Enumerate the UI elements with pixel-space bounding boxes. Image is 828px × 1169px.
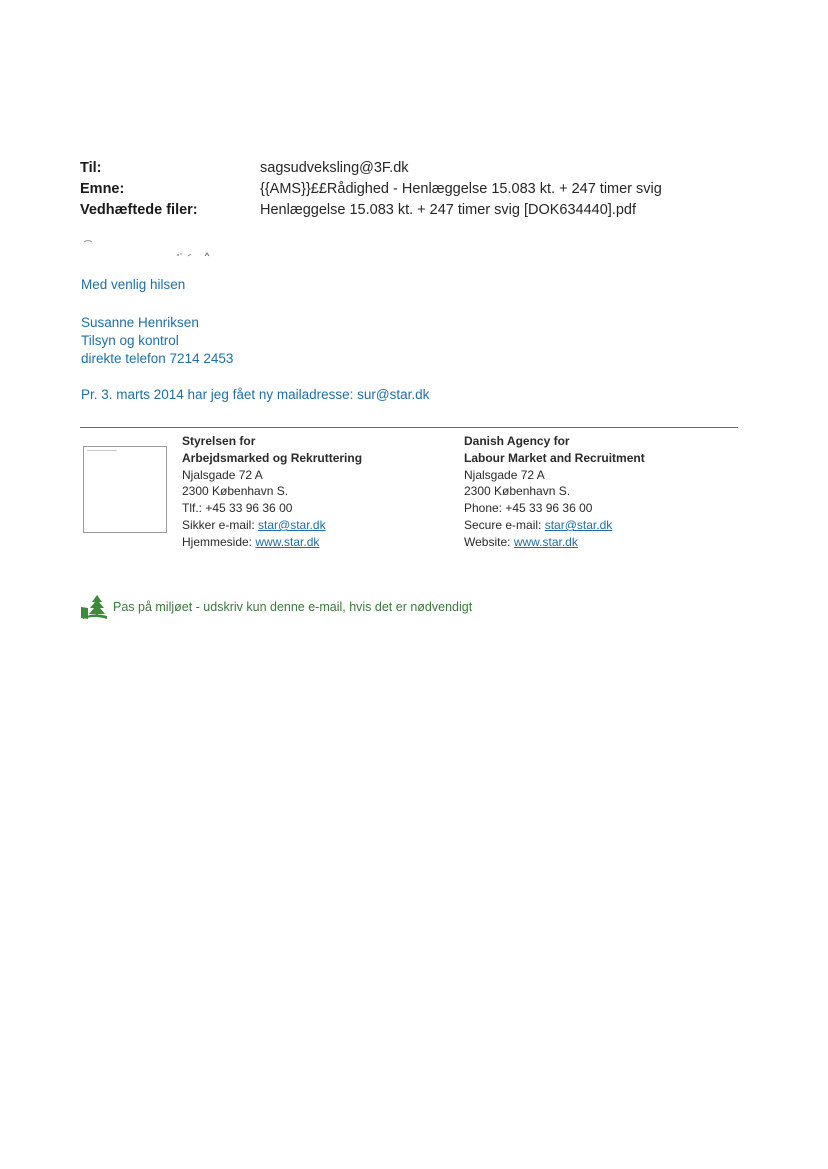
email-header [80,160,720,223]
web-link-en[interactable]: www.star.dk [513,534,578,549]
signature-divider [80,427,738,428]
email-change-notice: Pr. 3. marts 2014 har jeg fået ny mailadresse: sur@star.dk [81,387,430,402]
attachment-filename[interactable]: Henlæggelse 15.083 kt. + 247 timer svig [DOK634440].pdf [260,202,637,218]
org-name-line2-da: Arbejdsmarked og Rekruttering [182,450,363,465]
email-label-en: Secure e-mail: [464,517,542,532]
sender-phone: direkte telefon 7214 2453 [81,351,234,366]
email-link-en[interactable]: star@star.dk [544,517,613,532]
web-line-en [464,534,645,551]
sender-department: Tilsyn og kontrol [81,333,179,348]
phone-en: Phone: +45 33 96 36 00 [464,501,593,516]
closing-greeting: Med venlig hilsen [81,277,186,292]
attachments-label: Vedhæftede filer: [80,202,198,218]
web-label-en: Website: [464,534,511,549]
sender-name: Susanne Henriksen [81,315,199,330]
scan-artifact-marks [82,236,222,260]
subject-label: Emne: [80,181,125,197]
eco-footer [80,594,472,620]
attachments-row [80,202,720,223]
web-label-da: Hjemmeside: [182,534,253,549]
email-label-da: Sikker e-mail: [182,517,255,532]
subject-row [80,181,720,202]
email-line-en [464,517,645,534]
org-name-line1-da: Styrelsen for [182,434,256,448]
city-en: 2300 København S. [464,484,571,499]
tree-icon [80,594,108,620]
address-block-danish [182,433,362,551]
sender-signature [81,314,233,368]
city-da: 2300 København S. [182,484,289,499]
address-block-english [464,433,645,551]
agency-logo-placeholder [83,446,167,533]
email-link-da[interactable]: star@star.dk [258,517,326,532]
web-link-da[interactable]: www.star.dk [255,534,320,549]
eco-message: Pas på miljøet - udskriv kun denne e-mail, hvis det er nødvendigt [113,600,473,614]
web-line-da [182,534,362,551]
to-label: Til: [80,160,102,176]
org-name-line1-en: Danish Agency for [464,434,570,448]
street-da: Njalsgade 72 A [182,467,263,482]
email-line-da [182,517,362,534]
to-row [80,160,720,181]
to-value: sagsudveksling@3F.dk [260,160,409,176]
phone-da: Tlf.: +45 33 96 36 00 [182,501,293,516]
org-name-line2-en: Labour Market and Recruitment [464,450,645,465]
street-en: Njalsgade 72 A [464,467,545,482]
subject-value: {{AMS}}££Rådighed - Henlæggelse 15.083 kt. + 247 timer svig [260,181,662,197]
